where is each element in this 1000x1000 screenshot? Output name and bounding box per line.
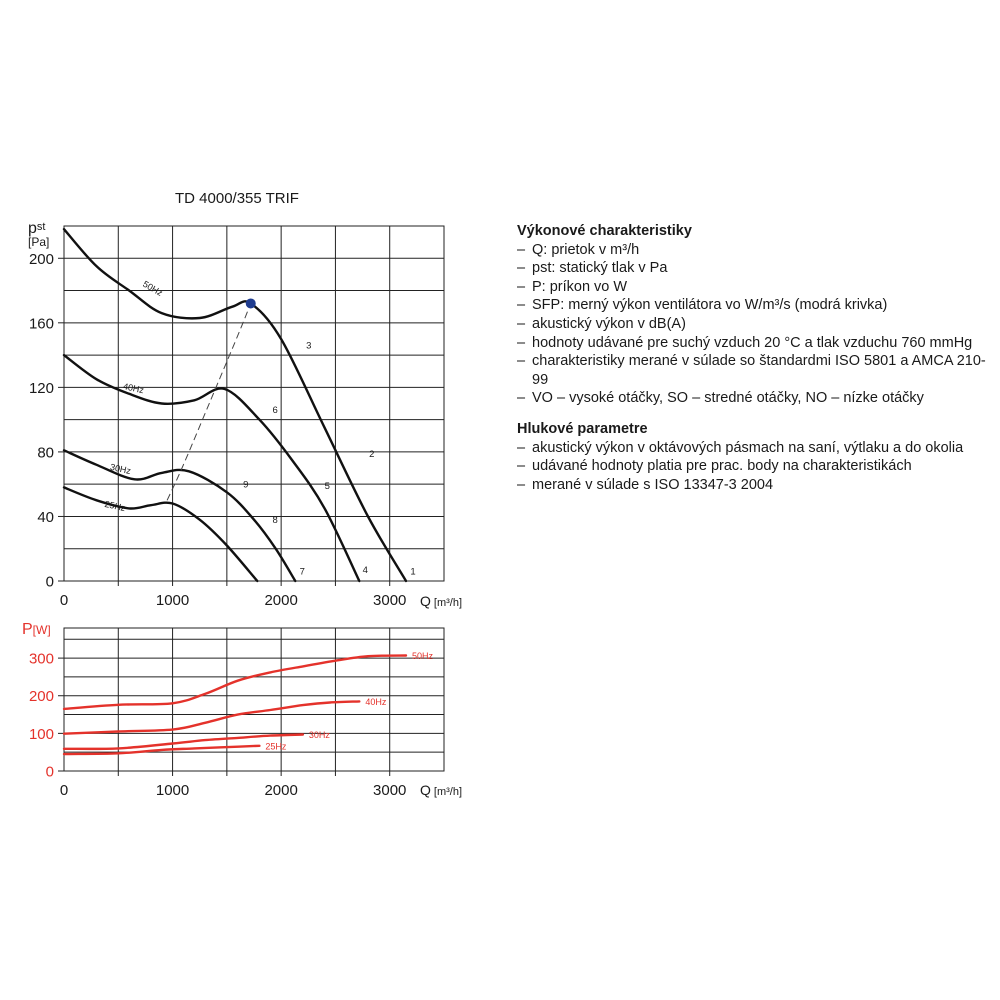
- series-label: 30Hz: [109, 461, 132, 476]
- performance-list: [517, 241, 992, 408]
- series-line-50hz: [64, 229, 406, 581]
- series-label: 30Hz: [308, 729, 330, 740]
- y-tick-label: 100: [28, 725, 54, 743]
- series-line-25hz: [64, 487, 257, 581]
- y-tick-label: 0: [45, 763, 54, 781]
- y-tick-label: 200: [28, 250, 54, 268]
- noise-item: – merané v súlade s ISO 13347-3 2004: [517, 476, 992, 495]
- series-line-30hz: [64, 450, 295, 581]
- operating-point-label: 4: [362, 564, 368, 576]
- x-tick-label: 1000: [155, 782, 190, 799]
- x-tick-label: 2000: [264, 782, 298, 799]
- pressure-x-axis-label: [420, 593, 462, 609]
- y-tick-label: 0: [45, 573, 54, 591]
- series-label: 50Hz: [412, 650, 434, 661]
- chart-title: TD 4000/355 TRIF: [175, 190, 299, 207]
- sfp-point: [246, 298, 256, 308]
- series-label: 25Hz: [265, 741, 287, 752]
- pressure-x-axis-unit: [m³/h]: [433, 597, 463, 609]
- pressure-labels: [29, 251, 416, 609]
- x-tick-label: 3000: [373, 782, 407, 799]
- power-x-axis-unit: [m³/h]: [433, 786, 463, 798]
- performance-item: – P: príkon vo W: [517, 278, 992, 297]
- y-tick-label: 300: [28, 650, 54, 668]
- noise-item: – udávané hodnoty platia pre prac. body na charakteristikách: [517, 457, 992, 476]
- pressure-axis-sub: st: [36, 221, 46, 233]
- operating-point-label: 8: [272, 514, 278, 526]
- y-tick-label: 80: [37, 444, 54, 462]
- noise-list: [517, 439, 992, 495]
- y-tick-label: 40: [37, 508, 54, 526]
- series-label: 40Hz: [365, 696, 387, 707]
- operating-point-label: 6: [272, 405, 278, 417]
- power-x-axis-symbol: Q: [420, 782, 431, 798]
- x-tick-label: 0: [59, 592, 69, 609]
- power-x-axis-label: [420, 782, 462, 798]
- noise-heading: Hlukové parametre: [517, 420, 648, 437]
- operating-point-label: 9: [243, 479, 249, 491]
- power-labels: [29, 651, 434, 799]
- operating-point-label: 2: [369, 448, 375, 460]
- operating-point-label: 3: [306, 340, 312, 352]
- performance-item: – akustický výkon v dB(A): [517, 315, 992, 334]
- performance-item: – pst: statický tlak v Pa: [517, 259, 992, 278]
- power-axis-label: [22, 621, 51, 638]
- performance-item: – Q: prietok v m³/h: [517, 241, 992, 260]
- series-label: 50Hz: [141, 278, 165, 298]
- operating-point-label: 5: [324, 481, 330, 493]
- power-axis-unit: [W]: [32, 623, 51, 637]
- y-tick-label: 200: [28, 688, 54, 706]
- series-label: 25Hz: [103, 498, 127, 514]
- operating-point-label: 1: [410, 566, 416, 578]
- pressure-curves: [64, 229, 406, 581]
- performance-item: – VO – vysoké otáčky, SO – stredné otáčky, NO – nízke otáčky: [517, 389, 992, 408]
- x-tick-label: 0: [59, 782, 69, 799]
- pressure-axis-main: p: [28, 220, 37, 237]
- x-tick-label: 3000: [373, 592, 407, 609]
- performance-item: – charakteristiky merané v súlade so štandardmi ISO 5801 a AMCA 210-99: [517, 352, 992, 389]
- performance-heading: Výkonové charakteristiky: [517, 223, 692, 239]
- operating-point-label: 7: [299, 566, 305, 578]
- pressure-x-axis-symbol: Q: [420, 593, 431, 609]
- y-tick-label: 160: [28, 315, 54, 333]
- performance-item: – hodnoty udávané pre suchý vzduch 20 °C a tlak vzduchu 760 mmHg: [517, 334, 992, 353]
- power-curves: [64, 656, 406, 755]
- info-panel: [517, 222, 992, 494]
- x-tick-label: 2000: [264, 592, 298, 609]
- series-line-40hz: [64, 355, 359, 581]
- pressure-axis-unit: [Pa]: [28, 235, 50, 249]
- series-label: 40Hz: [122, 381, 145, 396]
- plot-frame: [64, 628, 444, 771]
- performance-item: – SFP: merný výkon ventilátora vo W/m³/s (modrá krivka): [517, 296, 992, 315]
- y-tick-label: 120: [28, 379, 54, 397]
- noise-item: – akustický výkon v oktávových pásmach na saní, výtlaku a do okolia: [517, 439, 992, 458]
- power-axis-main: P: [22, 621, 33, 638]
- x-tick-label: 1000: [155, 592, 190, 609]
- plot-frame: [64, 226, 444, 581]
